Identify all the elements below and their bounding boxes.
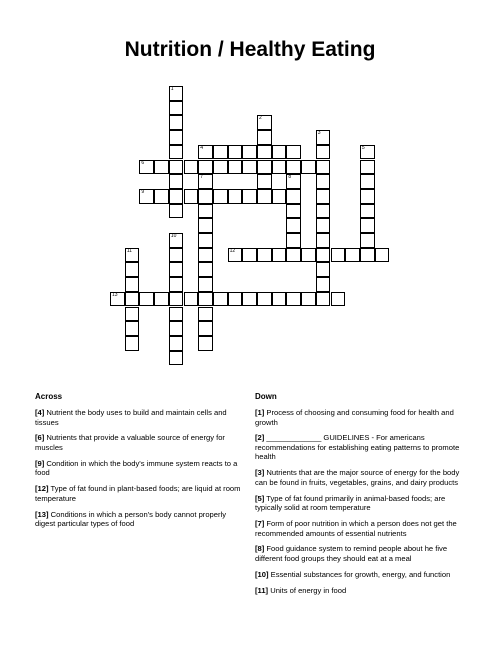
crossword-cell[interactable] <box>257 292 272 307</box>
crossword-cell[interactable] <box>184 189 199 204</box>
crossword-cell[interactable] <box>125 277 140 292</box>
clue-down-2: [2] _____________ GUIDELINES - For americans recommendations for establishing eating patterns to promote health <box>255 433 460 462</box>
crossword-cell[interactable] <box>257 130 272 145</box>
crossword-cell[interactable] <box>316 277 331 292</box>
crossword-cell[interactable] <box>257 145 272 160</box>
crossword-cell[interactable] <box>228 189 243 204</box>
crossword-cell[interactable] <box>316 292 331 307</box>
crossword-cell[interactable] <box>198 204 213 219</box>
crossword-cell[interactable] <box>169 174 184 189</box>
crossword-cell[interactable] <box>169 262 184 277</box>
crossword-cell[interactable] <box>198 174 213 189</box>
crossword-cell[interactable] <box>286 174 301 189</box>
crossword-cell[interactable] <box>345 248 360 263</box>
crossword-cell[interactable] <box>286 204 301 219</box>
clue-across-4: [4] Nutrient the body uses to build and maintain cells and tissues <box>35 408 227 427</box>
clue-down-7: [7] Form of poor nutrition in which a person does not get the recommended amounts of essential nutrients <box>255 519 457 538</box>
crossword-cell[interactable] <box>286 189 301 204</box>
clue-down-11: [11] Units of energy in food <box>255 585 347 595</box>
crossword-cell[interactable] <box>242 145 257 160</box>
crossword-cell[interactable] <box>331 292 346 307</box>
crossword-cell[interactable] <box>375 248 390 263</box>
cell-number: 5 <box>361 144 365 151</box>
crossword-cell[interactable] <box>198 189 213 204</box>
crossword-cell[interactable] <box>360 160 375 175</box>
crossword-cell[interactable] <box>125 336 140 351</box>
crossword-cell[interactable] <box>316 145 331 160</box>
cell-number: 4 <box>200 144 203 151</box>
clue-down-8: [8] Food guidance system to remind people about he five different food groups they should eat at a meal <box>255 544 448 563</box>
crossword-cell[interactable] <box>316 233 331 248</box>
crossword-cell[interactable] <box>242 248 257 263</box>
crossword-cell[interactable] <box>257 115 272 130</box>
crossword-cell[interactable] <box>198 307 213 322</box>
crossword-cell[interactable] <box>169 101 184 116</box>
crossword-cell[interactable] <box>331 248 346 263</box>
clue-down-1: [1] Process of choosing and consuming food for health and growth <box>255 408 454 427</box>
crossword-cell[interactable] <box>125 321 140 336</box>
crossword-cell[interactable] <box>316 248 331 263</box>
crossword-cell[interactable] <box>360 174 375 189</box>
crossword-cell[interactable] <box>169 115 184 130</box>
cell-number: 7 <box>200 174 203 181</box>
clue-across-9: [9] Condition in which the body's immune system reacts to a food <box>35 458 238 478</box>
crossword-cell[interactable] <box>198 277 213 292</box>
crossword-cell[interactable] <box>242 189 257 204</box>
crossword-cell[interactable] <box>316 204 331 219</box>
crossword-cell[interactable] <box>360 218 375 233</box>
crossword-cell[interactable] <box>213 160 228 175</box>
cell-number: 2 <box>259 115 262 122</box>
crossword-cell[interactable] <box>272 248 287 263</box>
crossword-cell[interactable] <box>228 248 243 263</box>
crossword-cell[interactable] <box>169 351 184 366</box>
clue-across-6: [6] Nutrients that provide a valuable source of energy for muscles <box>35 433 225 452</box>
down-clues <box>255 408 467 602</box>
crossword-cell[interactable] <box>301 160 316 175</box>
crossword-cell[interactable] <box>360 189 375 204</box>
crossword-cell[interactable] <box>272 189 287 204</box>
crossword-cell[interactable] <box>228 292 243 307</box>
crossword-cell[interactable] <box>125 307 140 322</box>
crossword-cell[interactable] <box>184 292 199 307</box>
crossword-cell[interactable] <box>184 160 199 175</box>
crossword-cell[interactable] <box>198 218 213 233</box>
crossword-cell[interactable] <box>169 307 184 322</box>
crossword-cell[interactable] <box>169 277 184 292</box>
crossword-cell[interactable] <box>286 233 301 248</box>
crossword-cell[interactable] <box>169 145 184 160</box>
crossword-cell[interactable] <box>242 292 257 307</box>
crossword-cell[interactable] <box>257 189 272 204</box>
crossword-cell[interactable] <box>286 160 301 175</box>
crossword-cell[interactable] <box>316 218 331 233</box>
crossword-cell[interactable] <box>169 130 184 145</box>
cell-number: 10 <box>170 233 177 239</box>
crossword-cell[interactable] <box>169 336 184 351</box>
crossword-cell[interactable] <box>228 145 243 160</box>
crossword-cell[interactable] <box>198 145 213 160</box>
crossword-cell[interactable] <box>213 145 228 160</box>
crossword-cell[interactable] <box>286 218 301 233</box>
clue-across-13: [13] Conditions in which a person's body cannot properly digest particular types of food <box>35 509 227 529</box>
cell-number: 8 <box>288 174 292 181</box>
cell-number: 13 <box>112 291 118 298</box>
crossword-cell[interactable] <box>272 292 287 307</box>
cell-number: 12 <box>229 247 236 254</box>
crossword-cell[interactable] <box>272 160 287 175</box>
crossword-cell[interactable] <box>198 233 213 248</box>
clue-down-10: [10] Essential substances for growth, energy, and function <box>255 569 451 579</box>
cell-number: 9 <box>141 188 145 195</box>
crossword-cell[interactable] <box>360 233 375 248</box>
crossword-cell[interactable] <box>301 248 316 263</box>
crossword-cell[interactable] <box>169 321 184 336</box>
crossword-cell[interactable] <box>316 262 331 277</box>
cell-number: 1 <box>170 86 174 92</box>
crossword-cell[interactable] <box>257 160 272 175</box>
crossword-cell[interactable] <box>257 174 272 189</box>
crossword-cell[interactable] <box>154 292 169 307</box>
crossword-cell[interactable] <box>198 321 213 336</box>
crossword-cell[interactable] <box>286 248 301 263</box>
crossword-cell[interactable] <box>169 189 184 204</box>
crossword-cell[interactable] <box>360 145 375 160</box>
crossword-cell[interactable] <box>154 160 169 175</box>
crossword-cell[interactable] <box>316 189 331 204</box>
crossword-cell[interactable] <box>198 262 213 277</box>
crossword-cell[interactable] <box>154 189 169 204</box>
crossword-cell[interactable] <box>360 204 375 219</box>
crossword-cell[interactable] <box>125 262 140 277</box>
crossword-cell[interactable] <box>139 189 154 204</box>
across-clues <box>35 408 247 535</box>
crossword-cell[interactable] <box>198 160 213 175</box>
crossword-cell[interactable] <box>198 336 213 351</box>
clue-down-5: [5] Type of fat found primarily in animal-based foods; are typically solid at room temperature <box>255 493 446 513</box>
page-title: Nutrition / Healthy Eating <box>124 38 376 61</box>
crossword-cell[interactable] <box>169 233 184 248</box>
crossword-cell[interactable] <box>139 292 154 307</box>
crossword-cell[interactable] <box>257 248 272 263</box>
across-heading: Across <box>35 392 63 401</box>
crossword-cell[interactable] <box>169 292 184 307</box>
cell-number: 11 <box>126 247 132 254</box>
crossword-cell[interactable] <box>169 204 184 219</box>
cell-number: 6 <box>141 159 145 166</box>
crossword-cell[interactable] <box>242 160 257 175</box>
crossword-cell[interactable] <box>169 160 184 175</box>
crossword-cell[interactable] <box>110 292 125 307</box>
cell-number: 3 <box>317 130 321 137</box>
clue-across-12: [12] Type of fat found in plant-based foods; are liquid at room temperature <box>35 484 241 503</box>
crossword-cell[interactable] <box>360 248 375 263</box>
crossword-cell[interactable] <box>286 292 301 307</box>
crossword-cell[interactable] <box>213 292 228 307</box>
crossword-cell[interactable] <box>316 160 331 175</box>
down-heading: Down <box>255 392 277 401</box>
crossword-cell[interactable] <box>139 160 154 175</box>
crossword-cell[interactable] <box>169 86 184 101</box>
crossword-cell[interactable] <box>272 145 287 160</box>
crossword-cell[interactable] <box>198 248 213 263</box>
crossword-cell[interactable] <box>169 248 184 263</box>
crossword-cell[interactable] <box>316 130 331 145</box>
crossword-cell[interactable] <box>286 145 301 160</box>
crossword-cell[interactable] <box>228 160 243 175</box>
clue-down-3: [3] Nutrients that are the major source of energy for the body can be found in fruits, vegetables, grains, and dairy products <box>255 468 460 487</box>
crossword-cell[interactable] <box>125 292 140 307</box>
crossword-cell[interactable] <box>316 174 331 189</box>
crossword-cell[interactable] <box>213 189 228 204</box>
crossword-cell[interactable] <box>125 248 140 263</box>
crossword-cell[interactable] <box>198 292 213 307</box>
crossword-cell[interactable] <box>301 292 316 307</box>
